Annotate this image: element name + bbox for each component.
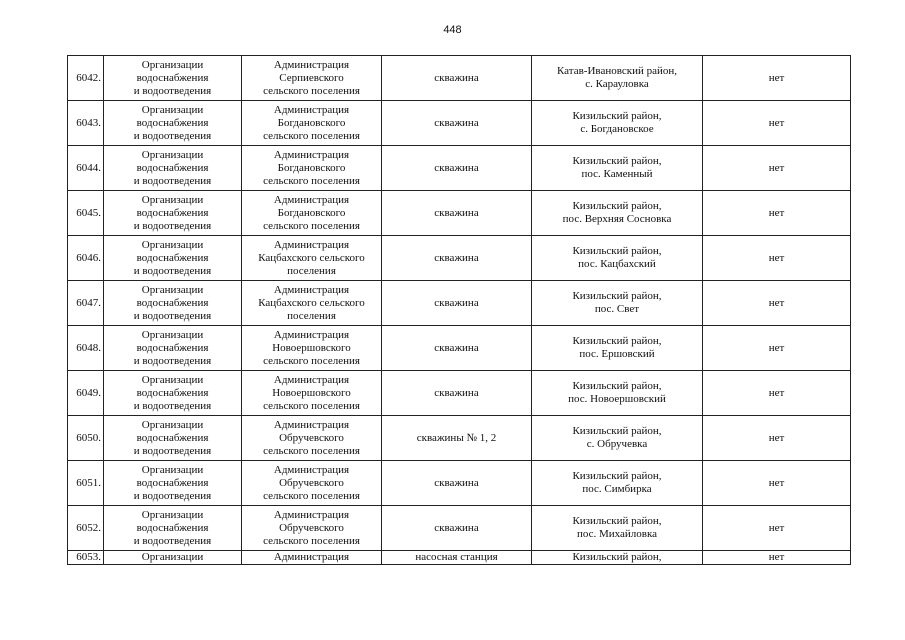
- administration-cell-line: Администрация: [273, 463, 350, 476]
- administration-cell-line: поселения: [287, 264, 336, 277]
- table-row: [68, 416, 851, 461]
- location-cell: [532, 191, 703, 236]
- location-cell-line: Кизильский район,: [572, 155, 662, 167]
- administration-cell: [242, 281, 382, 326]
- administration-cell-line: Кацбахского сельского: [258, 296, 365, 309]
- object-cell: скважина: [382, 236, 532, 281]
- location-cell-line: Кизильский район,: [572, 200, 662, 212]
- object-cell: скважина: [382, 461, 532, 506]
- table-row: [68, 326, 851, 371]
- location-cell-line: Кизильский район,: [572, 425, 662, 437]
- organization-cell: [104, 236, 242, 281]
- location-cell: [532, 326, 703, 371]
- organization-cell-line: Организации: [141, 508, 204, 521]
- organization-cell-line: и водоотведения: [133, 264, 212, 277]
- organization-cell: [104, 371, 242, 416]
- location-cell-line: пос. Михайловка: [576, 528, 658, 540]
- row-number: 6042.: [68, 56, 104, 101]
- administration-cell-line: сельского поселения: [263, 399, 360, 412]
- status-cell: нет: [703, 146, 851, 191]
- table-row: [68, 371, 851, 416]
- organization-cell: [104, 506, 242, 551]
- location-cell-line: Кизильский район,: [572, 470, 662, 482]
- organization-cell-line: водоснабжения: [136, 386, 209, 399]
- administration-cell-line: Администрация: [273, 373, 350, 386]
- administration-cell: [242, 371, 382, 416]
- administration-cell-line: сельского поселения: [263, 129, 360, 142]
- administration-cell: [242, 416, 382, 461]
- organization-cell: [104, 56, 242, 101]
- administration-cell-line: поселения: [287, 309, 336, 322]
- organization-cell-line: и водоотведения: [133, 129, 212, 142]
- status-cell: нет: [703, 236, 851, 281]
- organization-cell-line: водоснабжения: [136, 206, 209, 219]
- administration-cell: [242, 506, 382, 551]
- administration-cell-line: Администрация: [273, 193, 350, 206]
- organization-cell-line: водоснабжения: [136, 296, 209, 309]
- table-row: [68, 281, 851, 326]
- table-row: [68, 191, 851, 236]
- administration-cell: [242, 146, 382, 191]
- location-cell-line: Кизильский район,: [572, 245, 662, 257]
- status-cell: нет: [703, 506, 851, 551]
- location-cell: [532, 371, 703, 416]
- table-row: [68, 56, 851, 101]
- organization-cell-line: водоснабжения: [136, 521, 209, 534]
- administration-cell-line: Обручевского: [279, 476, 344, 489]
- location-cell-line: пос. Ершовский: [579, 348, 655, 360]
- location-cell: [532, 551, 703, 565]
- status-cell: нет: [703, 191, 851, 236]
- location-cell-line: пос. Каменный: [581, 168, 653, 180]
- location-cell-line: с. Обручевка: [586, 438, 648, 450]
- row-number: 6048.: [68, 326, 104, 371]
- administration-cell: [242, 101, 382, 146]
- administration-cell-line: Администрация: [273, 328, 350, 341]
- object-cell: скважина: [382, 56, 532, 101]
- administration-cell-line: сельского поселения: [263, 84, 360, 97]
- location-cell-line: Кизильский район,: [572, 515, 662, 527]
- location-cell-line: пос. Новоершовский: [568, 393, 666, 405]
- organization-cell-line: водоснабжения: [136, 341, 209, 354]
- location-cell-line: Кизильский район,: [572, 290, 662, 302]
- organization-cell-line: Организации: [141, 463, 204, 476]
- status-cell: нет: [703, 281, 851, 326]
- administration-cell-line: сельского поселения: [263, 489, 360, 502]
- administration-cell-line: Администрация: [273, 238, 350, 251]
- organization-cell-line: Организации: [141, 418, 204, 431]
- object-cell: скважина: [382, 281, 532, 326]
- organization-cell: [104, 326, 242, 371]
- location-cell-line: с. Богдановское: [580, 123, 654, 135]
- object-cell: скважина: [382, 191, 532, 236]
- row-number: 6053.: [68, 551, 104, 565]
- administration-cell-line: Богдановского: [277, 206, 346, 219]
- organization-cell: [104, 416, 242, 461]
- location-cell: [532, 101, 703, 146]
- registry-table-body: [68, 56, 851, 565]
- administration-cell-line: сельского поселения: [263, 534, 360, 547]
- organization-cell-line: и водоотведения: [133, 84, 212, 97]
- organization-cell-line: Организации: [141, 283, 204, 296]
- organization-cell-line: водоснабжения: [136, 476, 209, 489]
- organization-cell-line: Организации: [141, 148, 204, 161]
- administration-cell-line: Богдановского: [277, 116, 346, 129]
- table-row: [68, 101, 851, 146]
- organization-cell-line: Организации: [141, 58, 204, 71]
- organization-cell: [104, 191, 242, 236]
- location-cell-line: пос. Кацбахский: [578, 258, 656, 270]
- organization-cell: [104, 146, 242, 191]
- organization-cell-line: и водоотведения: [133, 219, 212, 232]
- location-cell-line: пос. Симбирка: [582, 483, 652, 495]
- organization-cell-line: Организации: [141, 193, 204, 206]
- row-number: 6044.: [68, 146, 104, 191]
- location-cell-line: пос. Свет: [594, 303, 640, 315]
- row-number: 6045.: [68, 191, 104, 236]
- location-cell: [532, 236, 703, 281]
- row-number: 6052.: [68, 506, 104, 551]
- administration-cell: [242, 551, 382, 565]
- status-cell: нет: [703, 551, 851, 565]
- status-cell: нет: [703, 461, 851, 506]
- status-cell: нет: [703, 101, 851, 146]
- page-number: 448: [443, 24, 462, 36]
- organization-cell-line: Организации: [141, 551, 204, 563]
- administration-cell-line: сельского поселения: [263, 444, 360, 457]
- administration-cell-line: Администрация: [273, 283, 350, 296]
- administration-cell-line: Администрация: [273, 148, 350, 161]
- organization-cell-line: Организации: [141, 103, 204, 116]
- organization-cell: [104, 101, 242, 146]
- location-cell: [532, 56, 703, 101]
- object-cell: скважина: [382, 101, 532, 146]
- status-cell: нет: [703, 56, 851, 101]
- organization-cell-line: водоснабжения: [136, 251, 209, 264]
- location-cell: [532, 461, 703, 506]
- administration-cell-line: Новоершовского: [272, 386, 351, 399]
- object-cell: насосная станция: [382, 551, 532, 565]
- organization-cell-line: водоснабжения: [136, 71, 209, 84]
- organization-cell-line: и водоотведения: [133, 534, 212, 547]
- object-cell: скважина: [382, 371, 532, 416]
- status-cell: нет: [703, 371, 851, 416]
- administration-cell-line: Администрация: [273, 551, 350, 563]
- organization-cell: [104, 281, 242, 326]
- row-number: 6047.: [68, 281, 104, 326]
- administration-cell-line: Богдановского: [277, 161, 346, 174]
- administration-cell-line: Администрация: [273, 58, 350, 71]
- object-cell: скважина: [382, 146, 532, 191]
- administration-cell-line: Обручевского: [279, 521, 344, 534]
- location-cell-line: Кизильский район,: [572, 551, 662, 563]
- organization-cell-line: и водоотведения: [133, 489, 212, 502]
- administration-cell-line: Серпиевского: [279, 71, 344, 84]
- table-row: [68, 146, 851, 191]
- location-cell-line: Кизильский район,: [572, 110, 662, 122]
- organization-cell-line: и водоотведения: [133, 444, 212, 457]
- location-cell: [532, 506, 703, 551]
- organization-cell-line: Организации: [141, 328, 204, 341]
- location-cell: [532, 281, 703, 326]
- row-number: 6046.: [68, 236, 104, 281]
- administration-cell: [242, 461, 382, 506]
- administration-cell: [242, 191, 382, 236]
- row-number: 6051.: [68, 461, 104, 506]
- location-cell-line: Кизильский район,: [572, 335, 662, 347]
- organization-cell: [104, 461, 242, 506]
- organization-cell-line: Организации: [141, 373, 204, 386]
- row-number: 6043.: [68, 101, 104, 146]
- administration-cell-line: сельского поселения: [263, 219, 360, 232]
- table-row: [68, 506, 851, 551]
- organization-cell-line: и водоотведения: [133, 399, 212, 412]
- object-cell: скважина: [382, 326, 532, 371]
- location-cell-line: с. Карауловка: [585, 78, 649, 90]
- organization-cell-line: и водоотведения: [133, 174, 212, 187]
- table-row: [68, 236, 851, 281]
- row-number: 6050.: [68, 416, 104, 461]
- administration-cell: [242, 56, 382, 101]
- organization-cell-line: и водоотведения: [133, 354, 212, 367]
- administration-cell-line: Новоершовского: [272, 341, 351, 354]
- organization-cell: [104, 551, 242, 565]
- status-cell: нет: [703, 416, 851, 461]
- location-cell-line: пос. Верхняя Сосновка: [562, 213, 672, 225]
- status-cell: нет: [703, 326, 851, 371]
- administration-cell-line: Кацбахского сельского: [258, 251, 365, 264]
- administration-cell-line: Администрация: [273, 508, 350, 521]
- table-row: [68, 551, 851, 565]
- administration-cell-line: Администрация: [273, 418, 350, 431]
- object-cell: скважины № 1, 2: [382, 416, 532, 461]
- organization-cell-line: водоснабжения: [136, 161, 209, 174]
- administration-cell-line: Администрация: [273, 103, 350, 116]
- administration-cell: [242, 236, 382, 281]
- administration-cell: [242, 326, 382, 371]
- administration-cell-line: Обручевского: [279, 431, 344, 444]
- organization-cell-line: и водоотведения: [133, 309, 212, 322]
- table-row: [68, 461, 851, 506]
- organization-cell-line: водоснабжения: [136, 116, 209, 129]
- row-number: 6049.: [68, 371, 104, 416]
- registry-table: [67, 55, 851, 565]
- object-cell: скважина: [382, 506, 532, 551]
- location-cell: [532, 416, 703, 461]
- organization-cell-line: Организации: [141, 238, 204, 251]
- administration-cell-line: сельского поселения: [263, 174, 360, 187]
- location-cell-line: Кизильский район,: [572, 380, 662, 392]
- administration-cell-line: сельского поселения: [263, 354, 360, 367]
- location-cell-line: Катав-Ивановский район,: [556, 65, 678, 77]
- location-cell: [532, 146, 703, 191]
- organization-cell-line: водоснабжения: [136, 431, 209, 444]
